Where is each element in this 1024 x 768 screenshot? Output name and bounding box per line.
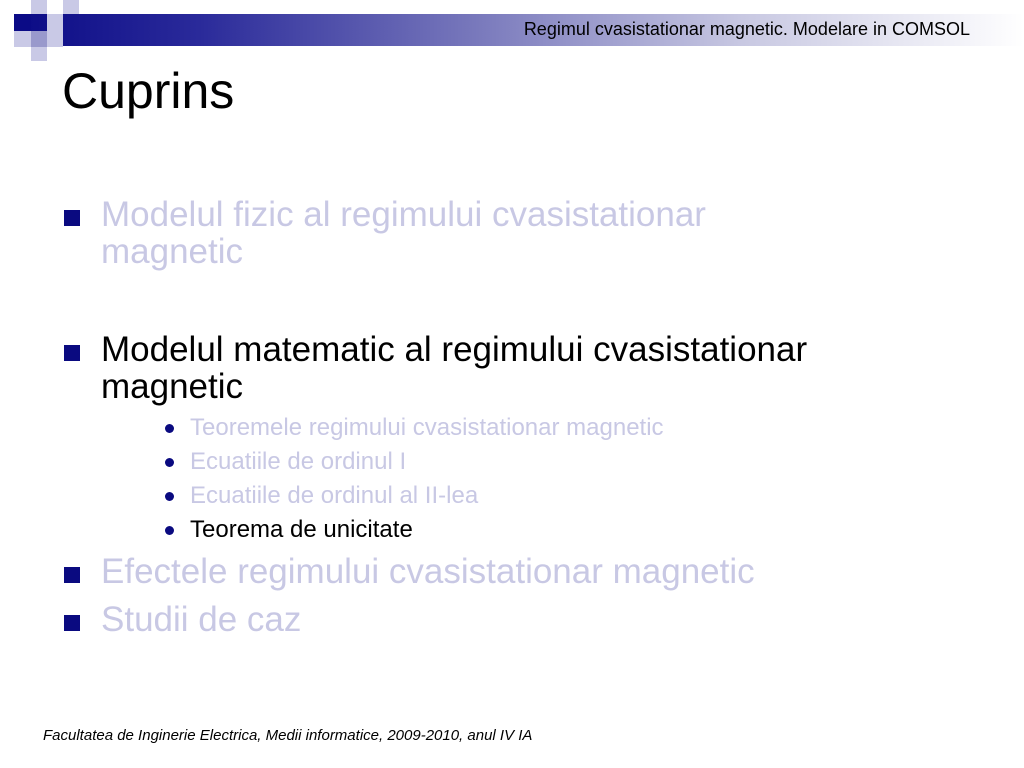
outline-item-label-line2: magnetic [101,232,244,271]
round-bullet-icon [165,526,174,535]
square-bullet-icon [64,345,80,361]
outline-subitem-label: Teorema de unicitate [190,516,413,543]
square-bullet-icon [64,210,80,226]
outline-subitem-label: Ecuatiile de ordinul I [190,448,407,475]
outline-item-label-line2: magnetic [101,367,244,406]
page-title: Cuprins [62,63,235,119]
logo-squares-icon [0,0,80,64]
round-bullet-icon [165,458,174,467]
round-bullet-icon [165,492,174,501]
outline-subitem-label: Ecuatiile de ordinul al II-lea [190,482,479,509]
square-bullet-icon [64,615,80,631]
outline-item-label-line1: Efectele regimului cvasistationar magnetic [101,552,755,591]
outline-item-label-line1: Modelul fizic al regimului cvasistationar [101,195,706,234]
header-title: Regimul cvasistationar magnetic. Modelare in COMSOL [523,19,970,39]
square-bullet-icon [64,567,80,583]
outline-item-label-line1: Modelul matematic al regimului cvasistationar [101,330,808,369]
round-bullet-icon [165,424,174,433]
outline-subitem-label: Teoremele regimului cvasistationar magnetic [190,414,664,441]
outline-item-label-line1: Studii de caz [101,600,302,639]
footer-text: Facultatea de Inginerie Electrica, Medii informatice, 2009-2010, anul IV IA [43,727,533,744]
